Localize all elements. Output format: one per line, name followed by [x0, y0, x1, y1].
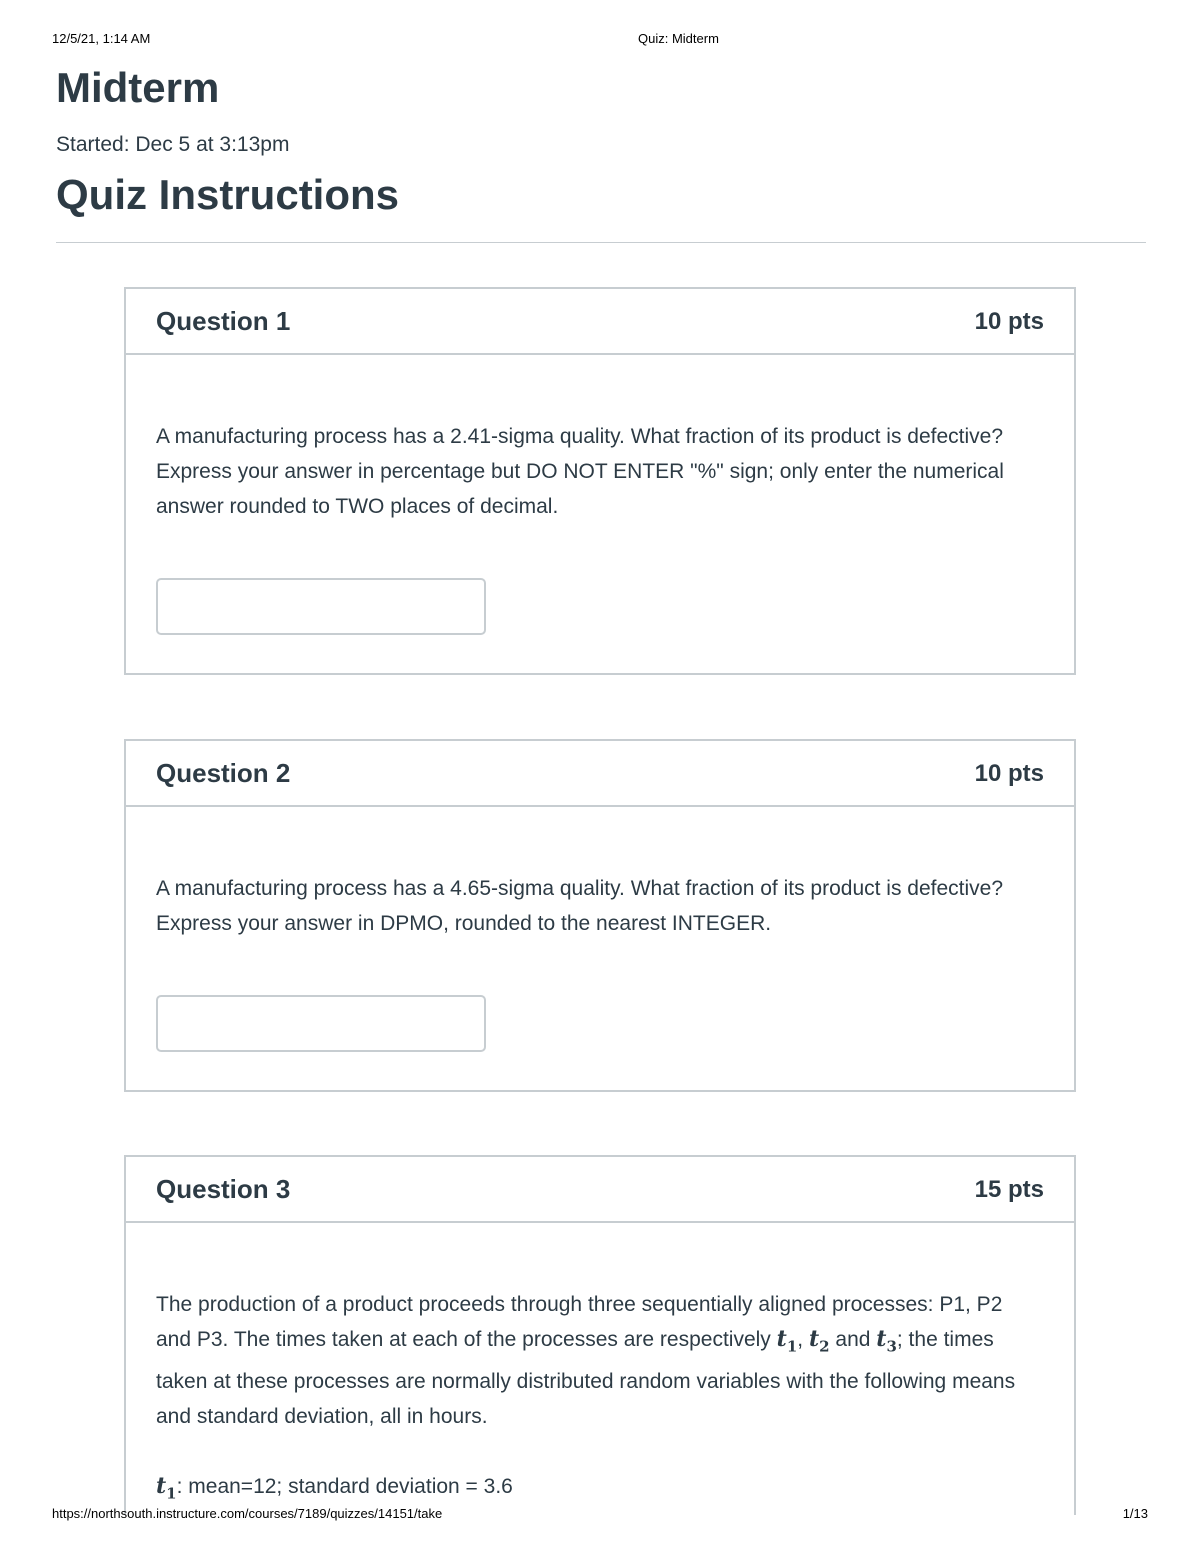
question-header	[126, 741, 1074, 807]
print-datetime: 12/5/21, 1:14 AM	[52, 31, 151, 46]
question-2-card	[124, 739, 1076, 1092]
question-header	[126, 289, 1074, 355]
and-word: and	[835, 1328, 871, 1351]
variable-letter: t	[156, 1473, 167, 1500]
question-body	[126, 355, 1074, 635]
question-text-part: ; the times taken at these processes are normally distributed random variables with the following means and standard deviation, all in hours.	[156, 1328, 1016, 1429]
print-header	[52, 31, 1148, 47]
variable-subscript: 1	[166, 1484, 177, 1503]
separator: ,	[797, 1328, 804, 1351]
question-points: 15 pts	[974, 1176, 1044, 1203]
question-3-card	[124, 1155, 1076, 1515]
question-text	[156, 1287, 1036, 1434]
question-header	[126, 1157, 1074, 1223]
question-body	[126, 807, 1074, 1052]
variable-letter: t	[776, 1326, 787, 1352]
variable-t1	[776, 1326, 798, 1356]
variable-t2	[808, 1326, 830, 1356]
question-name: Question 3	[156, 1174, 291, 1204]
t1-line-text: : mean=12; standard deviation = 3.6	[176, 1475, 513, 1499]
variable-subscript: 1	[786, 1337, 798, 1356]
variable-t1	[156, 1473, 177, 1503]
quiz-instructions-heading: Quiz Instructions	[56, 171, 400, 218]
print-url: https://northsouth.instructure.com/courses/7189/quizzes/14151/take	[52, 1506, 443, 1521]
quiz-started-time: Started: Dec 5 at 3:13pm	[56, 133, 290, 156]
question-text: A manufacturing process has a 4.65-sigma quality. What fraction of its product is defective? Express your answer in DPMO, rounded to the nearest INTEGER.	[156, 877, 1004, 935]
variable-letter: t	[808, 1326, 820, 1352]
question-points: 10 pts	[974, 760, 1044, 787]
variable-subscript: 2	[819, 1337, 830, 1356]
question-name: Question 2	[156, 758, 291, 788]
answer-input[interactable]	[156, 578, 486, 635]
variable-t3	[876, 1326, 897, 1356]
answer-input[interactable]	[156, 995, 486, 1052]
question-text-part: The production of a product proceeds through three sequentially aligned processes: P1, P2 and P3. The times taken at each of the processes are respectively	[156, 1293, 1003, 1351]
variable-subscript: 3	[886, 1337, 897, 1356]
print-footer	[52, 1506, 1148, 1522]
question-text: A manufacturing process has a 2.41-sigma quality. What fraction of its product is defective? Express your answer in percentage but DO NOT ENTER "%" sign; only enter the numerical answer rounded to TWO places of decimal.	[156, 425, 1004, 518]
quiz-title: Midterm	[56, 64, 220, 111]
print-page-title: Quiz: Midterm	[638, 31, 719, 46]
question-points: 10 pts	[974, 308, 1044, 335]
question-1-card	[124, 287, 1076, 675]
divider	[56, 242, 1146, 243]
spacer	[156, 1434, 1044, 1469]
question-body	[126, 1223, 1074, 1512]
question-name: Question 1	[156, 306, 291, 336]
page-number: 1/13	[1122, 1506, 1148, 1521]
variable-letter: t	[876, 1326, 887, 1352]
